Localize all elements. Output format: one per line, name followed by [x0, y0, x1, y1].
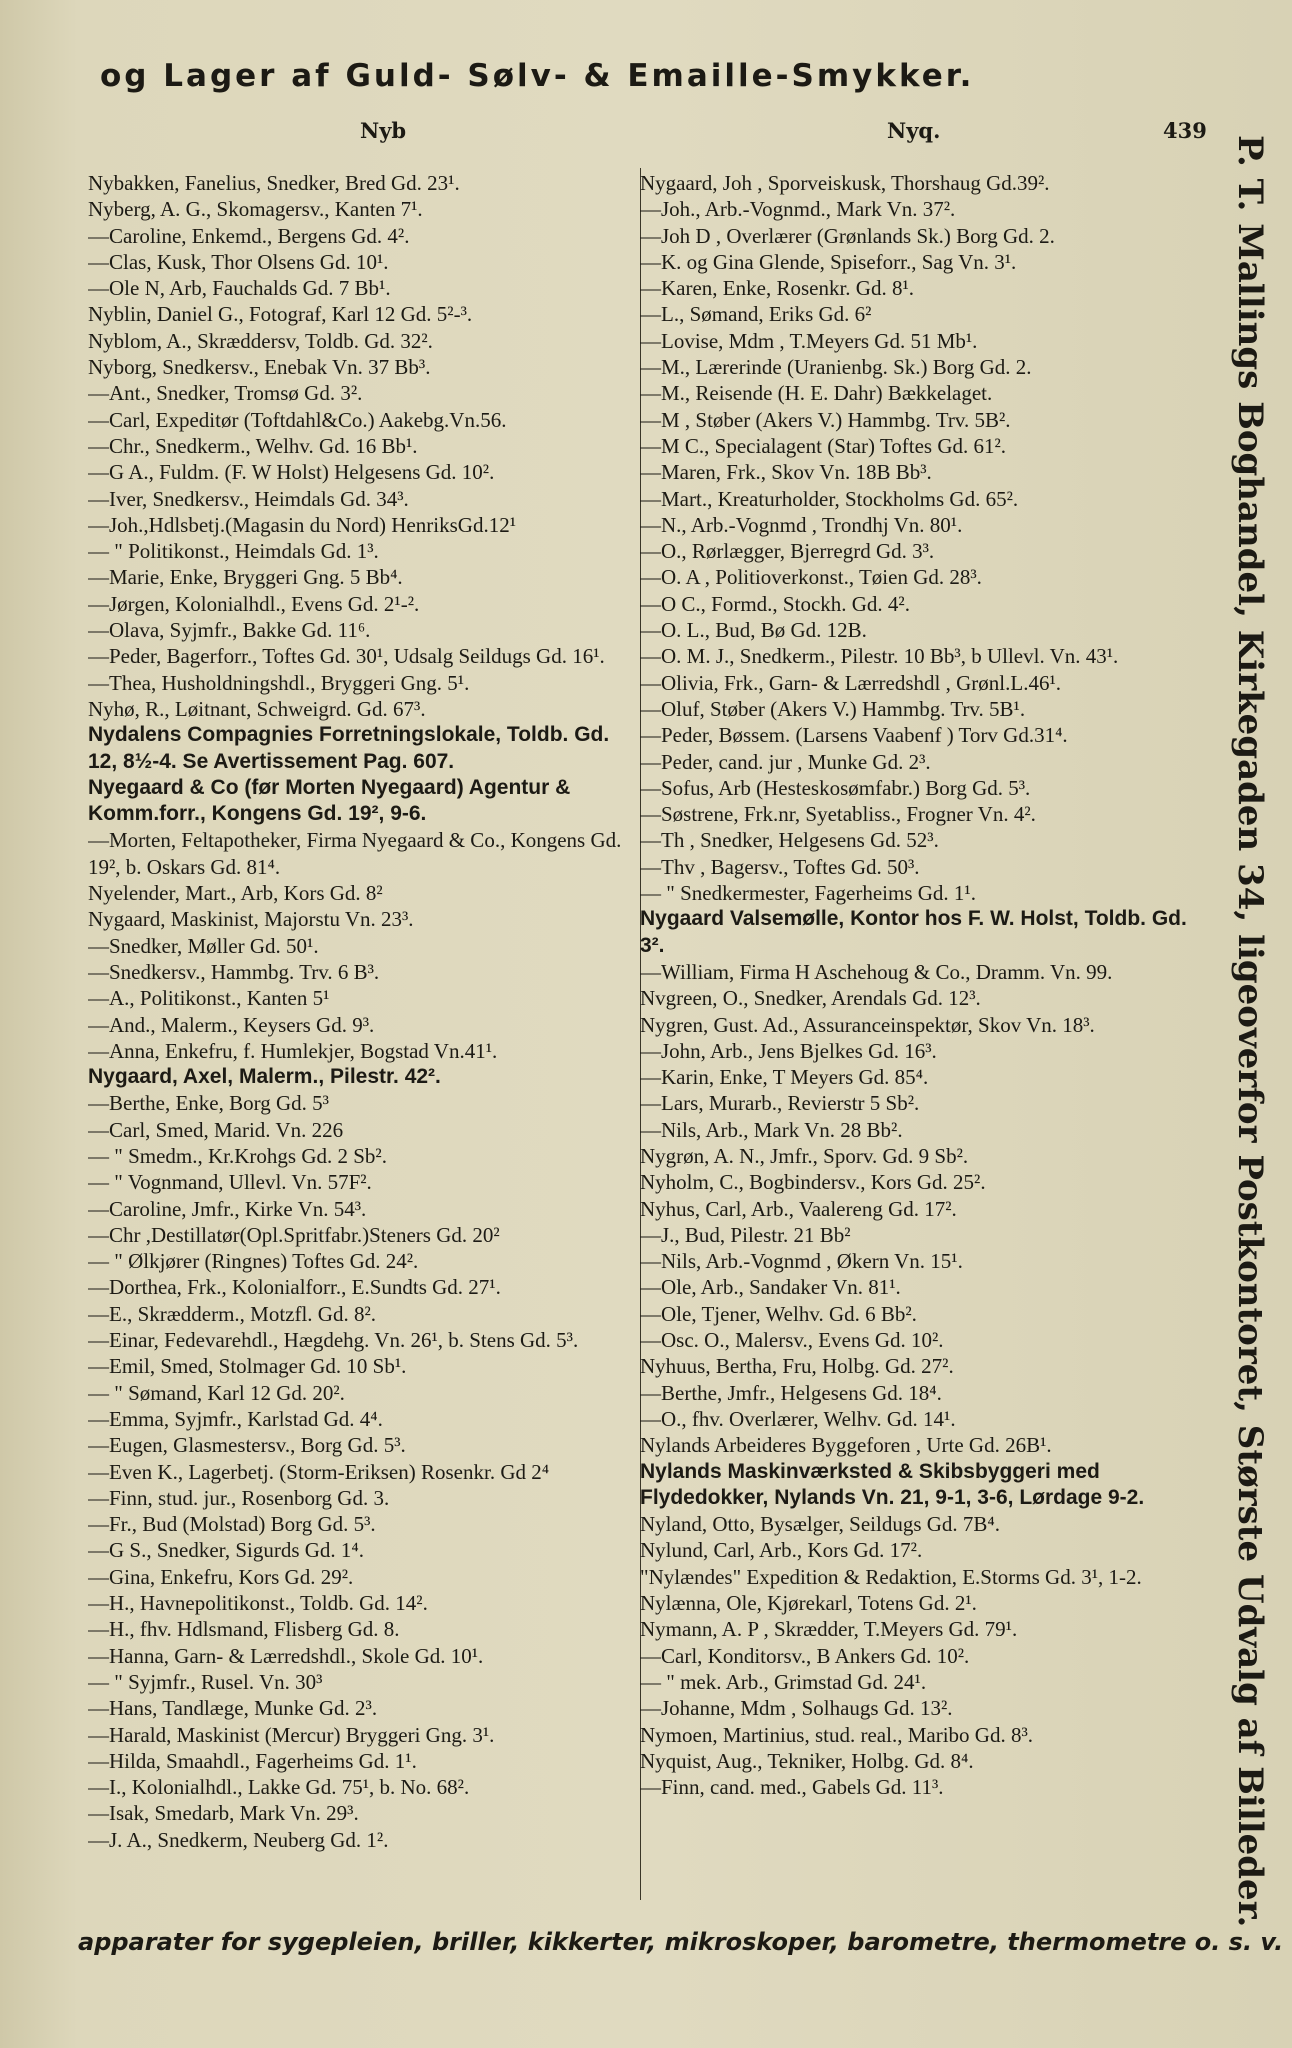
directory-entry: —Ole N, Arb, Fauchalds Gd. 7 Bb¹. [88, 276, 391, 301]
directory-entry: Nyberg, A. G., Skomagersv., Kanten 7¹. [88, 197, 423, 222]
directory-entry: —Einar, Fedevarehdl., Hægdehg. Vn. 26¹, b. Stens Gd. 5³. [88, 1328, 579, 1353]
directory-entry: —John, Arb., Jens Bjelkes Gd. 16³. [640, 1038, 937, 1063]
directory-entry: —Joh D , Overlærer (Grønlands Sk.) Borg Gd. 2. [640, 223, 1055, 248]
directory-entry: —Ant., Snedker, Tromsø Gd. 3². [88, 381, 363, 406]
directory-entry: —William, Firma H Aschehoug & Co., Dramm. Vn. 99. [640, 959, 1113, 984]
directory-entry: —A., Politikonst., Kanten 5¹ [88, 986, 330, 1011]
directory-entry: —Lovise, Mdm , T.Meyers Gd. 51 Mb¹. [640, 328, 978, 353]
directory-entry: —Thv , Bagersv., Toftes Gd. 50³. [640, 854, 920, 879]
directory-entry: —Caroline, Jmfr., Kirke Vn. 54³. [88, 1196, 367, 1221]
directory-entry: —Emil, Smed, Stolmager Gd. 10 Sb¹. [88, 1354, 407, 1379]
directory-entry: Nyland, Otto, Bysælger, Seildugs Gd. 7B⁴. [640, 1512, 1000, 1537]
directory-entry: Nyelender, Mart., Arb, Kors Gd. 8² [88, 881, 383, 906]
directory-entry: —H., fhv. Hdlsmand, Flisberg Gd. 8. [88, 1617, 400, 1642]
directory-entry: —Marie, Enke, Bryggeri Gng. 5 Bb⁴. [88, 565, 403, 590]
side-advertisement-banner: P. T. Mallings Boghandel, Kirkegaden 34, ligeoverfor Postkontoret, Største Udvalg af Billeder. [1230, 135, 1270, 1928]
directory-entry: —O. L., Bud, Bø Gd. 12B. [640, 618, 867, 643]
directory-entry: Nyblom, A., Skræddersv, Toldb. Gd. 32². [88, 328, 433, 353]
directory-entry: —Peder, cand. jur , Munke Gd. 2³. [640, 749, 931, 774]
directory-entry: —Søstrene, Frk.nr, Syetabliss., Frogner Vn. 4². [640, 802, 1036, 827]
directory-entry: —E., Skrædderm., Motzfl. Gd. 8². [88, 1301, 377, 1326]
directory-entry: —L., Sømand, Eriks Gd. 6² [640, 302, 872, 327]
directory-entry: —Isak, Smedarb, Mark Vn. 29³. [88, 1801, 359, 1826]
directory-entry: —Harald, Maskinist (Mercur) Bryggeri Gng. 3¹. [88, 1722, 495, 1747]
directory-entry: —Thea, Husholdningshdl., Bryggeri Gng. 5¹. [88, 670, 470, 695]
directory-entry: —Chr ,Destillatør(Opl.Spritfabr.)Steners Gd. 20² [88, 1222, 500, 1247]
directory-entry: Nylund, Carl, Arb., Kors Gd. 17². [640, 1538, 923, 1563]
directory-entry: —Joh., Arb.-Vognmd., Mark Vn. 37². [640, 197, 956, 222]
directory-entry: Nygaard, Axel, Malerm., Pilestr. 42². [88, 1065, 441, 1089]
directory-entry: —Dorthea, Frk., Kolonialforr., E.Sundts Gd. 27¹. [88, 1275, 501, 1300]
directory-entry: —Caroline, Enkemd., Bergens Gd. 4². [88, 223, 410, 248]
directory-entry: Nyborg, Snedkersv., Enebak Vn. 37 Bb³. [88, 355, 431, 380]
directory-entry: —O. A , Politioverkonst., Tøien Gd. 28³. [640, 565, 982, 590]
directory-entry: Nyblin, Daniel G., Fotograf, Karl 12 Gd. 5²-³. [88, 302, 473, 327]
directory-entry: Nyquist, Aug., Tekniker, Holbg. Gd. 8⁴. [640, 1748, 974, 1773]
directory-entry: —Finn, cand. med., Gabels Gd. 11³. [640, 1775, 944, 1800]
directory-entry: Nylands Arbeideres Byggeforen , Urte Gd. 26B¹. [640, 1433, 1052, 1458]
directory-entry: —Karin, Enke, T Meyers Gd. 85⁴. [640, 1065, 929, 1090]
directory-entry: —Jørgen, Kolonialhdl., Evens Gd. 2¹-². [88, 591, 420, 616]
directory-entry: Nymann, A. P , Skrædder, T.Meyers Gd. 79¹. [640, 1617, 1018, 1642]
directory-entry: —Finn, stud. jur., Rosenborg Gd. 3. [88, 1485, 390, 1510]
directory-entry: —Chr., Snedkerm., Welhv. Gd. 16 Bb¹. [88, 433, 418, 458]
bottom-advertisement-banner: apparater for sygepleien, briller, kikkerter, mikroskoper, barometre, thermometre o. s. v. [78, 1928, 1284, 1956]
directory-entry: —M C., Specialagent (Star) Toftes Gd. 61². [640, 433, 1007, 458]
directory-entry: —Peder, Bagerforr., Toftes Gd. 30¹, Udsalg Seildugs Gd. 16¹. [88, 644, 605, 669]
directory-entry: —Johanne, Mdm , Solhaugs Gd. 13². [640, 1696, 953, 1721]
directory-entry: —K. og Gina Glende, Spiseforr., Sag Vn. 3¹. [640, 249, 1017, 274]
directory-entry: "Nylændes" Expedition & Redaktion, E.Storms Gd. 3¹, 1-2. [640, 1564, 1142, 1589]
directory-entry: —Emma, Syjmfr., Karlstad Gd. 4⁴. [88, 1406, 383, 1431]
directory-entry: —Hanna, Garn- & Lærredshdl., Skole Gd. 10¹. [88, 1643, 484, 1668]
directory-entry: —Berthe, Enke, Borg Gd. 5³ [88, 1091, 329, 1116]
directory-entry: —Berthe, Jmfr., Helgesens Gd. 18⁴. [640, 1380, 942, 1405]
directory-entry: — " Syjmfr., Rusel. Vn. 30³ [88, 1669, 323, 1694]
directory-entry: —Carl, Konditorsv., B Ankers Gd. 10². [640, 1643, 970, 1668]
directory-entry: Nyhuus, Bertha, Fru, Holbg. Gd. 27². [640, 1354, 954, 1379]
directory-entry: —And., Malerm., Keysers Gd. 9³. [88, 1012, 375, 1037]
directory-entry: —Osc. O., Malersv., Evens Gd. 10². [640, 1328, 944, 1353]
directory-entry: —N., Arb.-Vognmd , Trondhj Vn. 80¹. [640, 512, 963, 537]
directory-entry: —Joh.,Hdlsbetj.(Magasin du Nord) HenriksGd.12¹ [88, 512, 516, 537]
directory-entry: —Carl, Smed, Marid. Vn. 226 [88, 1117, 344, 1142]
directory-entry: —Snedkersv., Hammbg. Trv. 6 B³. [88, 959, 380, 984]
directory-entry: —J., Bud, Pilestr. 21 Bb² [640, 1222, 851, 1247]
directory-entry: —Carl, Expeditør (Toftdahl&Co.) Aakebg.Vn.56. [88, 407, 507, 432]
directory-entry: —Ole, Arb., Sandaker Vn. 81¹. [640, 1275, 901, 1300]
directory-entry: —Even K., Lagerbetj. (Storm-Eriksen) Rosenkr. Gd 2⁴ [88, 1459, 550, 1484]
directory-entry: Nybakken, Fanelius, Snedker, Bred Gd. 23¹. [88, 171, 460, 195]
directory-entry: —O C., Formd., Stockh. Gd. 4². [640, 591, 910, 616]
left-running-head: Nyb [360, 118, 407, 143]
directory-entry: —M., Reisende (H. E. Dahr) Bækkelaget. [640, 381, 993, 406]
directory-entry: —O., Rørlægger, Bjerregrd Gd. 3³. [640, 539, 935, 564]
directory-entry: — " Sømand, Karl 12 Gd. 20². [88, 1380, 345, 1405]
directory-entry: Nygrøn, A. N., Jmfr., Sporv. Gd. 9 Sb². [640, 1143, 969, 1168]
directory-entry: —J. A., Snedkerm, Neuberg Gd. 1². [88, 1827, 389, 1852]
directory-entry: —Sofus, Arb (Hesteskosømfabr.) Borg Gd. 5³. [640, 775, 1031, 800]
directory-entry: Nyhø, R., Løitnant, Schweigrd. Gd. 67³. [88, 696, 426, 721]
directory-entry: Nygaard, Joh , Sporveiskusk, Thorshaug Gd.39². [640, 171, 1050, 195]
directory-entry: Nylands Maskinværksted & Skibsbyggeri med Flydedokker, Nylands Vn. 21, 9-1, 3-6, Lørdage 9-2. [640, 1459, 1145, 1509]
directory-entry: —M , Støber (Akers V.) Hammbg. Trv. 5B². [640, 407, 1011, 432]
directory-entry: —Nils, Arb.-Vognmd , Økern Vn. 15¹. [640, 1249, 963, 1274]
directory-entry: Nygren, Gust. Ad., Assuranceinspektør, Skov Vn. 18³. [640, 1012, 1095, 1037]
directory-entry: — " Ølkjører (Ringnes) Toftes Gd. 24². [88, 1249, 419, 1274]
directory-entry: Nygaard Valsemølle, Kontor hos F. W. Holst, Toldb. Gd. 3². [640, 907, 1187, 957]
directory-entry: —Th , Snedker, Helgesens Gd. 52³. [640, 828, 939, 853]
directory-entry: —Lars, Murarb., Revierstr 5 Sb². [640, 1091, 920, 1116]
directory-entry: —Olava, Syjmfr., Bakke Gd. 11⁶. [88, 618, 371, 643]
right-column [640, 170, 1205, 1800]
directory-entry: —Nils, Arb., Mark Vn. 28 Bb². [640, 1117, 903, 1142]
directory-entry: —Clas, Kusk, Thor Olsens Gd. 10¹. [88, 249, 389, 274]
directory-entry: Nyegaard & Co (før Morten Nyegaard) Agentur & Komm.forr., Kongens Gd. 19², 9-6. [88, 775, 571, 826]
directory-entry: Nygaard, Maskinist, Majorstu Vn. 23³. [88, 907, 414, 932]
directory-entry: —Eugen, Glasmestersv., Borg Gd. 5³. [88, 1433, 406, 1458]
directory-entry: —Morten, Feltapotheker, Firma Nyegaard & Co., Kongens Gd. 19², b. Oskars Gd. 81⁴. [88, 828, 622, 879]
directory-entry: —O., fhv. Overlærer, Welhv. Gd. 14¹. [640, 1406, 956, 1431]
directory-entry: —Iver, Snedkersv., Heimdals Gd. 34³. [88, 486, 409, 511]
directory-entry: —Snedker, Møller Gd. 50¹. [88, 933, 319, 958]
directory-entry: —I., Kolonialhdl., Lakke Gd. 75¹, b. No. 68². [88, 1775, 470, 1800]
directory-entry: —M., Lærerinde (Uranienbg. Sk.) Borg Gd. 2. [640, 355, 1032, 380]
directory-entry: —Hilda, Smaahdl., Fagerheims Gd. 1¹. [88, 1748, 417, 1773]
directory-entry: —Hans, Tandlæge, Munke Gd. 2³. [88, 1696, 378, 1721]
page-number: 439 [1163, 118, 1207, 143]
directory-entry: Nydalens Compagnies Forretningslokale, Toldb. Gd. 12, 8½-4. Se Avertissement Pag. 607. [88, 723, 610, 773]
directory-entry: —Mart., Kreaturholder, Stockholms Gd. 65². [640, 486, 1019, 511]
directory-entry: — " Politikonst., Heimdals Gd. 1³. [88, 539, 379, 564]
directory-entry: —Anna, Enkefru, f. Humlekjer, Bogstad Vn.41¹. [88, 1038, 498, 1063]
directory-entry: — " Smedm., Kr.Krohgs Gd. 2 Sb². [88, 1143, 387, 1168]
directory-entry: —Gina, Enkefru, Kors Gd. 29². [88, 1564, 354, 1589]
top-advertisement-banner: og Lager af Guld- Sølv- & Emaille-Smykker. [100, 58, 975, 94]
directory-entry: Nylænna, Ole, Kjørekarl, Totens Gd. 2¹. [640, 1591, 977, 1616]
directory-entry: —Fr., Bud (Molstad) Borg Gd. 5³. [88, 1512, 376, 1537]
directory-entry: Nvgreen, O., Snedker, Arendals Gd. 12³. [640, 986, 981, 1011]
directory-entry: — " Snedkermester, Fagerheims Gd. 1¹. [640, 881, 976, 906]
directory-entry: —O. M. J., Snedkerm., Pilestr. 10 Bb³, b Ullevl. Vn. 43¹. [640, 644, 1119, 669]
directory-entry: —Oluf, Støber (Akers V.) Hammbg. Trv. 5B¹. [640, 696, 1026, 721]
directory-entry: —Peder, Bøssem. (Larsens Vaabenf ) Torv Gd.31⁴. [640, 723, 1068, 748]
directory-entry: —Ole, Tjener, Welhv. Gd. 6 Bb². [640, 1301, 917, 1326]
directory-entry: Nymoen, Martinius, stud. real., Maribo Gd. 8³. [640, 1722, 1033, 1747]
directory-entry: —G A., Fuldm. (F. W Holst) Helgesens Gd. 10². [88, 460, 495, 485]
right-running-head: Nyq. [887, 118, 941, 143]
directory-entry: — " Vognmand, Ullevl. Vn. 57F². [88, 1170, 372, 1195]
directory-entry: —Maren, Frk., Skov Vn. 18B Bb³. [640, 460, 932, 485]
directory-entry: —Karen, Enke, Rosenkr. Gd. 8¹. [640, 276, 914, 301]
directory-entry: — " mek. Arb., Grimstad Gd. 24¹. [640, 1669, 927, 1694]
directory-entry: —G S., Snedker, Sigurds Gd. 1⁴. [88, 1538, 364, 1563]
directory-entry: Nyhus, Carl, Arb., Vaalereng Gd. 17². [640, 1196, 957, 1221]
directory-entry: Nyholm, C., Bogbindersv., Kors Gd. 25². [640, 1170, 986, 1195]
directory-entry: —H., Havnepolitikonst., Toldb. Gd. 14². [88, 1591, 428, 1616]
directory-entry: —Olivia, Frk., Garn- & Lærredshdl , Grønl.L.46¹. [640, 670, 1061, 695]
left-column [88, 170, 636, 1853]
